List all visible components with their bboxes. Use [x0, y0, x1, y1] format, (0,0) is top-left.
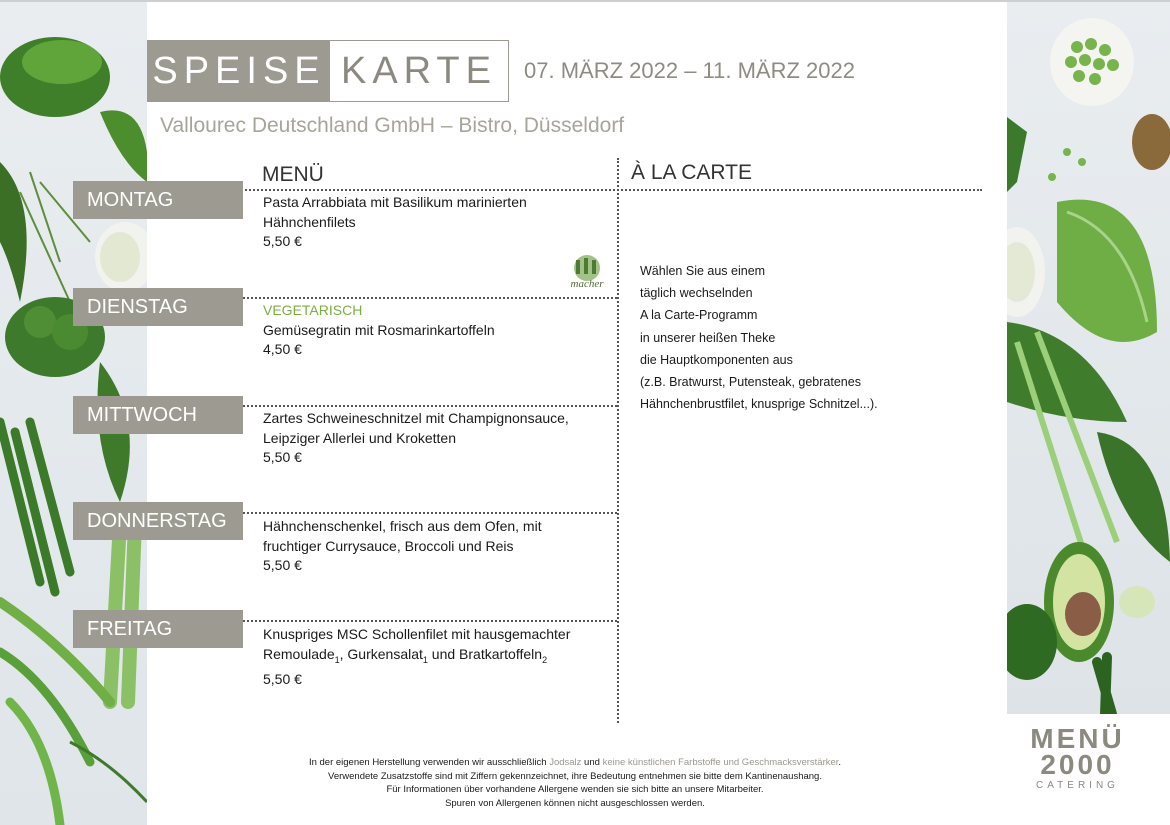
divider-mittwoch — [222, 405, 617, 407]
day-tab-freitag: FREITAG — [73, 610, 243, 648]
footer-text: In der eigenen Herstellung verwenden wir ausschließlich — [308, 757, 550, 768]
a-la-carte-line: in unserer heißen Theke — [640, 330, 776, 345]
additive-number: 2 — [542, 654, 548, 665]
date-range: 07. MÄRZ 2022 – 11. MÄRZ 2022 — [524, 58, 855, 83]
badge-text: macher — [570, 278, 604, 290]
top-border — [0, 0, 1170, 2]
divider-vertical — [617, 158, 619, 723]
a-la-carte-description — [640, 260, 878, 415]
additive-number: 1 — [334, 654, 340, 665]
meal-dienstag — [263, 301, 608, 360]
divider-header — [222, 189, 982, 191]
footer-line: Verwendete Zusatzstoffe sind mit Ziffern gekennzeichnet, ihre Bedeutung entnehmen sie bitte dem Kantinenaushang. — [328, 770, 822, 782]
meal-line: Knuspriges MSC Schollenfilet mit hausgemachter — [263, 626, 571, 642]
footer-line — [180, 756, 970, 770]
meal-line: Hähnchenfilets — [263, 213, 356, 230]
menu-title-box — [147, 40, 509, 102]
a-la-carte-line: die Hauptkomponenten aus — [640, 352, 793, 367]
footer-text: . — [838, 757, 842, 768]
meal-price: 5,50 € — [263, 670, 302, 687]
company-name: Vallourec Deutschland GmbH – Bistro, Düsseldorf — [160, 114, 625, 137]
divider-donnerstag — [222, 512, 617, 514]
meal-montag — [263, 193, 608, 252]
meal-text: Remoulade — [263, 645, 335, 662]
day-tab-mittwoch: MITTWOCH — [73, 396, 243, 434]
meal-line — [263, 645, 608, 670]
meal-price: 4,50 € — [263, 341, 302, 357]
meal-donnerstag — [263, 517, 608, 576]
meal-freitag — [263, 625, 608, 689]
day-tab-dienstag: DIENSTAG — [73, 288, 243, 326]
footer-line: Für Informationen über vorhandene Allergene wenden sie sich bitte an unsere Mitarbeiter. — [386, 784, 764, 795]
meal-price: 5,50 € — [263, 449, 302, 465]
meal-text: und Bratkartoffeln — [427, 645, 543, 662]
meal-line: fruchtiger Currysauce, Broccoli und Reis — [263, 537, 514, 554]
day-tab-donnerstag: DONNERSTAG — [73, 502, 243, 540]
a-la-carte-line: (z.B. Bratwurst, Putensteak, gebratenes — [640, 375, 861, 390]
divider-dienstag — [222, 297, 617, 299]
a-la-carte-line: täglich wechselnden — [640, 286, 753, 301]
meal-line: Gemüsegratin mit Rosmarinkartoffeln — [263, 321, 495, 338]
right-vegetable-image — [1007, 2, 1170, 714]
column-heading-a-la-carte: À LA CARTE — [631, 161, 752, 184]
meal-mittwoch — [263, 409, 608, 468]
logo-line-menu: MENÜ — [1030, 723, 1125, 754]
day-tab-montag: MONTAG — [73, 181, 243, 219]
additive-number: 1 — [422, 654, 428, 665]
footer-text: und — [581, 757, 603, 768]
meal-line: Zartes Schweineschnitzel mit Champignonsauce, — [263, 410, 569, 426]
meal-line: Pasta Arrabbiata mit Basilikum marinierten — [263, 194, 527, 210]
column-heading-menu: MENÜ — [262, 163, 324, 186]
macher-logo-icon — [562, 254, 612, 290]
footer-highlight: Jodsalz — [549, 757, 582, 768]
meal-line: Hähnchenschenkel, frisch aus dem Ofen, mit — [263, 518, 542, 534]
a-la-carte-line: Wählen Sie aus einem — [640, 264, 766, 278]
allergen-footer — [180, 756, 970, 810]
vegetables-illustration-right — [1007, 2, 1170, 714]
meal-price: 5,50 € — [263, 233, 302, 249]
footer-highlight: keine künstlichen Farbstoffe und Geschmacksverstärker — [602, 757, 839, 768]
meal-text: , Gurkensalat — [339, 645, 423, 662]
macher-badge-logo — [562, 254, 612, 290]
meal-price: 5,50 € — [263, 557, 302, 573]
menu2000-catering-logo — [1015, 725, 1140, 797]
logo-line-catering: CATERING — [1036, 780, 1119, 791]
divider-freitag — [222, 620, 617, 622]
meal-line: Leipziger Allerlei und Kroketten — [263, 429, 457, 446]
a-la-carte-line: Hähnchenbrustfilet, knusprige Schnitzel...). — [640, 397, 878, 412]
vegetarian-tag: VEGETARISCH — [263, 302, 363, 318]
title-speise: SPEISE — [148, 41, 330, 101]
footer-line: Spuren von Allergenen können nicht ausgeschlossen werden. — [445, 797, 705, 809]
a-la-carte-line: A la Carte-Programm — [640, 308, 758, 323]
title-karte: KARTE — [340, 49, 497, 92]
logo-line-2000: 2000 — [1040, 749, 1115, 780]
